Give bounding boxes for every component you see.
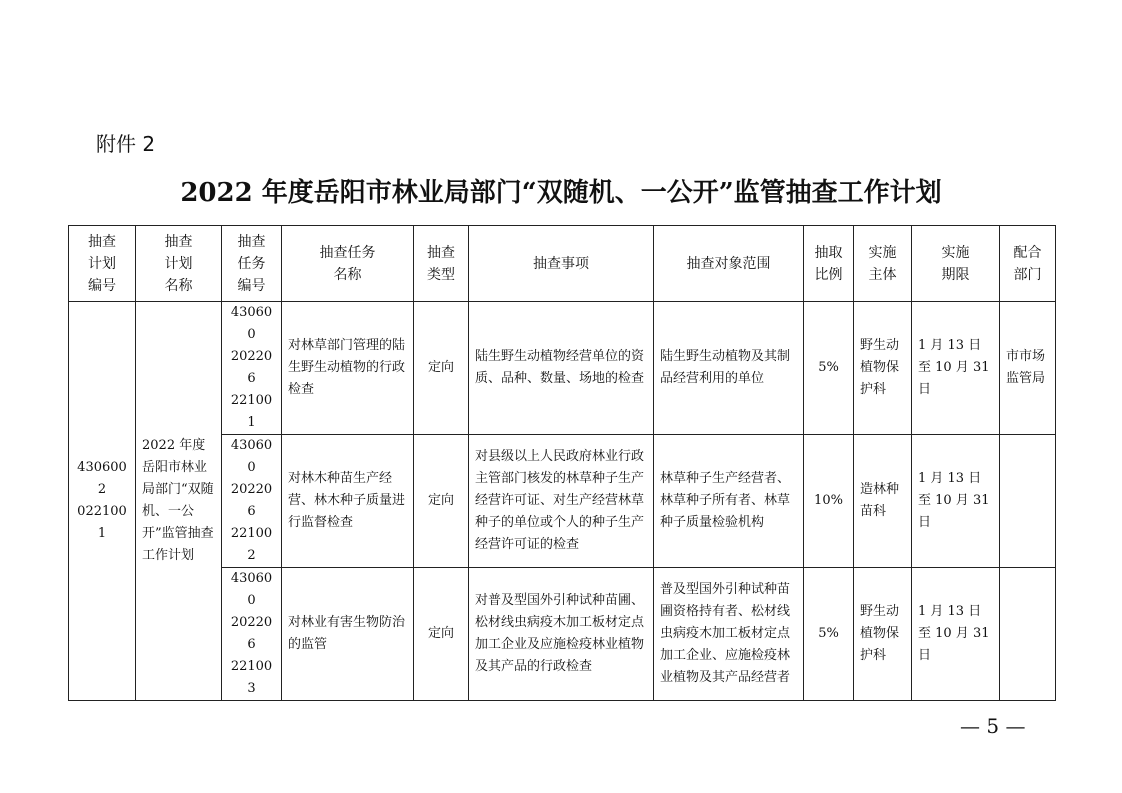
inspection-plan-table	[68, 225, 1056, 701]
period-cell: 1 月 13 日至 10 月 31 日	[912, 435, 1000, 568]
header-plan-name: 抽查 计划 名称	[136, 226, 222, 302]
attachment-label: 附件 2	[96, 132, 156, 156]
task-id-cell: 430600 202206 221001	[222, 302, 282, 435]
header-period: 实施 期限	[912, 226, 1000, 302]
items-cell: 对县级以上人民政府林业行政主管部门核发的林草种子生产经营许可证、对生产经营林草种子的单位或个人的种子生产经营许可证的检查	[469, 435, 654, 568]
header-plan-id: 抽查 计划 编号	[69, 226, 136, 302]
partner-cell: 市市场监管局	[1000, 302, 1056, 435]
items-cell: 对普及型国外引种试种苗圃、松材线虫病疫木加工板材定点加工企业及应施检疫林业植物及其产品的行政检查	[469, 568, 654, 701]
table-header-row	[69, 226, 1056, 302]
items-cell: 陆生野生动植物经营单位的资质、品种、数量、场地的检查	[469, 302, 654, 435]
partner-cell	[1000, 568, 1056, 701]
header-items: 抽查事项	[469, 226, 654, 302]
type-cell: 定向	[414, 568, 469, 701]
header-scope: 抽查对象范围	[654, 226, 804, 302]
table-row	[69, 302, 1056, 435]
task-id-cell: 430600 202206 221002	[222, 435, 282, 568]
type-cell: 定向	[414, 435, 469, 568]
header-ratio: 抽取 比例	[804, 226, 854, 302]
plan-id-cell: 4306002 0221001	[69, 302, 136, 701]
type-cell: 定向	[414, 302, 469, 435]
ratio-cell: 10%	[804, 435, 854, 568]
task-name-cell: 对林木种苗生产经营、林木种子质量进行监督检查	[282, 435, 414, 568]
executor-cell: 野生动植物保护科	[854, 302, 912, 435]
ratio-cell: 5%	[804, 302, 854, 435]
document-title: 2022 年度岳阳市林业局部门“双随机、一公开”监管抽查工作计划	[180, 178, 942, 208]
task-name-cell: 对林草部门管理的陆生野生动植物的行政检查	[282, 302, 414, 435]
task-name-cell: 对林业有害生物防治的监管	[282, 568, 414, 701]
executor-cell: 造林种苗科	[854, 435, 912, 568]
period-cell: 1 月 13 日至 10 月 31 日	[912, 568, 1000, 701]
ratio-cell: 5%	[804, 568, 854, 701]
page-number: — 5 —	[960, 714, 1026, 738]
header-type: 抽查 类型	[414, 226, 469, 302]
scope-cell: 普及型国外引种试种苗圃资格持有者、松材线虫病疫木加工板材定点加工企业、应施检疫林业植物及其产品经营者	[654, 568, 804, 701]
header-task-name: 抽查任务 名称	[282, 226, 414, 302]
header-task-id: 抽查 任务 编号	[222, 226, 282, 302]
executor-cell: 野生动植物保护科	[854, 568, 912, 701]
header-partner: 配合 部门	[1000, 226, 1056, 302]
plan-name-cell: 2022 年度岳阳市林业局部门“双随机、一公开”监管抽查工作计划	[136, 302, 222, 701]
scope-cell: 林草种子生产经营者、林草种子所有者、林草种子质量检验机构	[654, 435, 804, 568]
partner-cell	[1000, 435, 1056, 568]
scope-cell: 陆生野生动植物及其制品经营利用的单位	[654, 302, 804, 435]
period-cell: 1 月 13 日至 10 月 31 日	[912, 302, 1000, 435]
task-id-cell: 430600 202206 221003	[222, 568, 282, 701]
header-executor: 实施 主体	[854, 226, 912, 302]
